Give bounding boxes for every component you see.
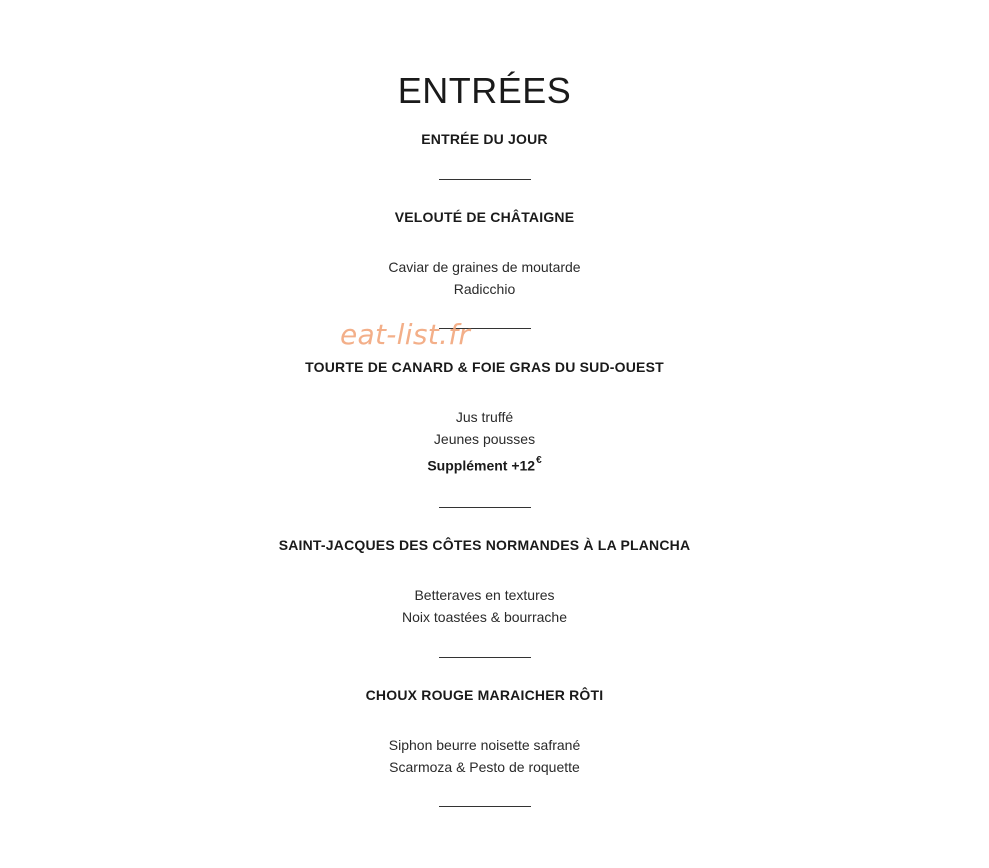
watermark-logo: eat-list.fr: [340, 318, 471, 351]
separator-line: [439, 179, 531, 180]
dish-name-tourte: TOURTE DE CANARD & FOIE GRAS DU SUD-OUEST: [305, 359, 664, 375]
dish-name-entree-du-jour: ENTRÉE DU JOUR: [421, 131, 548, 147]
dish-description-line: Noix toastées & bourrache: [402, 609, 567, 625]
dish-description-line: Radicchio: [453, 281, 516, 297]
separator-line: [439, 507, 531, 508]
dish-name-saint-jacques: SAINT-JACQUES DES CÔTES NORMANDES À LA PLANCHA: [278, 537, 691, 553]
supplement-label: Supplément +12: [427, 457, 536, 474]
dish-name-choux-rouge: CHOUX ROUGE MARAICHER RÔTI: [365, 687, 604, 703]
section-title: ENTRÉES: [397, 70, 572, 111]
dish-name-veloute: VELOUTÉ DE CHÂTAIGNE: [394, 209, 575, 225]
dish-description-line: Siphon beurre noisette safrané: [388, 737, 581, 753]
separator-line: [439, 657, 531, 658]
dish-description-line: Betteraves en textures: [414, 587, 555, 603]
currency-symbol: €: [536, 455, 542, 466]
dish-description-line: Jeunes pousses: [433, 431, 536, 447]
supplement-price: [0, 457, 969, 474]
separator-line: [439, 806, 531, 807]
dish-description-line: Jus truffé: [455, 409, 514, 425]
dish-description-line: Caviar de graines de moutarde: [388, 259, 581, 275]
dish-description-line: Scarmoza & Pesto de roquette: [389, 759, 580, 775]
